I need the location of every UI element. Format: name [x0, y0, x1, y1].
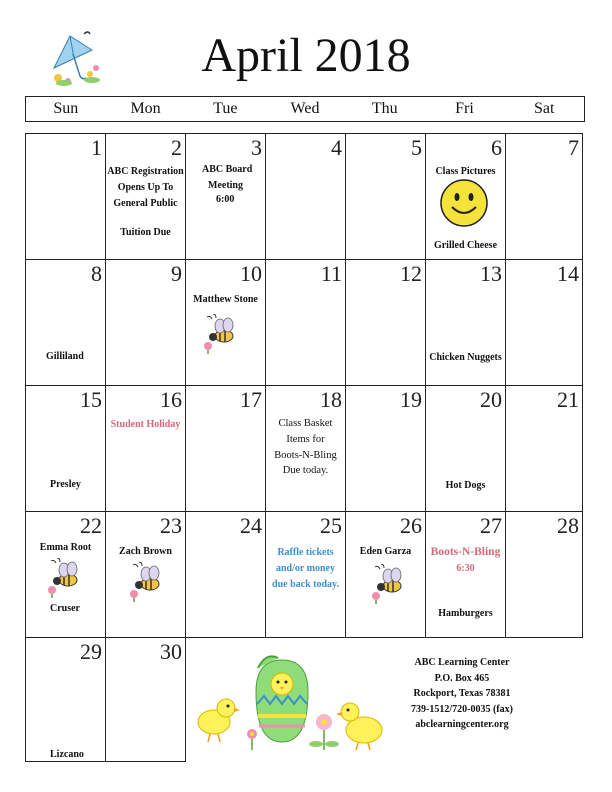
day-cell-7	[505, 133, 583, 260]
day-cell-25	[265, 511, 346, 638]
day-number: 27	[480, 513, 502, 538]
weekday-tue: Tue	[213, 100, 238, 117]
day-number: 25	[320, 513, 342, 538]
day-number: 13	[480, 261, 502, 286]
day-number: 17	[240, 387, 262, 412]
day-cell-30	[105, 637, 186, 762]
weekday-fri: Fri	[455, 100, 474, 117]
org-phone: 739-1512/720-0035 (fax)	[411, 703, 513, 715]
day-number: 22	[80, 513, 102, 538]
day-cell-5	[345, 133, 426, 260]
org-name: ABC Learning Center	[414, 657, 510, 668]
event-text: Meeting	[208, 180, 243, 191]
day-cell-9	[105, 259, 186, 386]
org-website: abclearningcenter.org	[415, 719, 509, 730]
day-number: 14	[557, 261, 579, 286]
lunch-text: Hamburgers	[438, 608, 493, 619]
weekday-thu: Thu	[371, 100, 398, 117]
day-number: 28	[557, 513, 579, 538]
bee-icon	[126, 562, 168, 602]
day-cell-21	[505, 385, 583, 512]
day-cell-15	[25, 385, 106, 512]
event-text: Raffle tickets	[277, 547, 334, 558]
day-cell-3	[185, 133, 266, 260]
contact-info	[382, 655, 542, 733]
day-number: 9	[171, 261, 182, 286]
event-time: 6:30	[456, 563, 475, 574]
event-text: Boots-N-Bling	[430, 546, 501, 558]
day-number: 5	[411, 135, 422, 160]
day-cell-13	[425, 259, 506, 386]
day-cell-6	[425, 133, 506, 260]
day-number: 20	[480, 387, 502, 412]
day-number: 30	[160, 639, 182, 664]
day-number: 11	[320, 261, 342, 286]
lunch-text: Presley	[50, 479, 81, 490]
weekday-header	[25, 96, 585, 122]
event-text: Due today.	[282, 465, 329, 476]
weekday-wed: Wed	[290, 100, 320, 117]
day-cell-2	[105, 133, 186, 260]
lunch-text: Chicken Nuggets	[429, 352, 502, 363]
day-cell-16	[105, 385, 186, 512]
event-text: Tuition Due	[120, 227, 171, 238]
day-number: 21	[557, 387, 579, 412]
day-cell-17	[185, 385, 266, 512]
day-number: 12	[400, 261, 422, 286]
event-text: General Public	[113, 198, 178, 209]
day-cell-27	[425, 511, 506, 638]
event-text: Boots-N-Bling	[274, 450, 337, 461]
easter-chicks-illustration	[192, 652, 392, 756]
event-text: and/or money	[276, 563, 335, 574]
lunch-text: Cruser	[50, 603, 80, 614]
day-number: 1	[91, 135, 102, 160]
day-cell-24	[185, 511, 266, 638]
day-cell-19	[345, 385, 426, 512]
day-cell-18	[265, 385, 346, 512]
birthday-text: Zach Brown	[119, 546, 172, 557]
day-number: 19	[400, 387, 422, 412]
day-cell-26	[345, 511, 426, 638]
bee-icon	[368, 564, 410, 604]
day-number: 7	[568, 135, 579, 160]
birthday-text: Matthew Stone	[193, 294, 258, 305]
lunch-text: Gilliland	[46, 351, 84, 362]
weekday-mon: Mon	[130, 100, 161, 117]
event-text: ABC Registration	[107, 166, 184, 177]
birthday-text: Emma Root	[39, 542, 92, 553]
event-text: Items for	[286, 434, 325, 445]
birthday-text: Eden Garza	[359, 546, 412, 557]
lunch-text: Grilled Cheese	[433, 240, 498, 251]
weekday-sun: Sun	[53, 100, 79, 117]
day-number: 15	[80, 387, 102, 412]
event-text: Student Holiday	[110, 419, 181, 430]
event-text: Opens Up To	[117, 182, 174, 193]
bee-icon	[44, 558, 86, 598]
day-number: 18	[320, 387, 342, 412]
event-text: 6:00	[216, 194, 235, 205]
day-cell-12	[345, 259, 426, 386]
day-cell-1	[25, 133, 106, 260]
event-text: ABC Board	[202, 164, 253, 175]
day-cell-14	[505, 259, 583, 386]
lunch-text: Lizcano	[50, 749, 84, 760]
day-number: 6	[491, 135, 502, 160]
day-cell-8	[25, 259, 106, 386]
day-number: 10	[240, 261, 262, 286]
lunch-text: Hot Dogs	[445, 480, 486, 491]
day-cell-20	[425, 385, 506, 512]
day-cell-22	[25, 511, 106, 638]
day-cell-29	[25, 637, 106, 762]
event-text: due back today.	[272, 579, 339, 590]
event-text: Class Basket	[278, 418, 333, 429]
weekday-sat: Sat	[533, 100, 555, 117]
day-number: 4	[331, 135, 342, 160]
day-number: 16	[160, 387, 182, 412]
day-number: 24	[240, 513, 262, 538]
event-text: Class Pictures	[435, 166, 496, 177]
org-address2: Rockport, Texas 78381	[413, 688, 511, 699]
bee-icon	[200, 314, 242, 354]
page-title: April 2018	[201, 29, 411, 82]
org-address1: P.O. Box 465	[434, 672, 490, 684]
day-number: 23	[160, 513, 182, 538]
day-cell-4	[265, 133, 346, 260]
day-cell-10	[185, 259, 266, 386]
day-number: 29	[80, 639, 102, 664]
day-number: 26	[400, 513, 422, 538]
day-number: 3	[251, 135, 262, 160]
day-number: 8	[91, 261, 102, 286]
day-cell-11	[265, 259, 346, 386]
day-cell-28	[505, 511, 583, 638]
day-cell-23	[105, 511, 186, 638]
day-number: 2	[171, 135, 182, 160]
smiley-face-icon	[438, 177, 490, 229]
